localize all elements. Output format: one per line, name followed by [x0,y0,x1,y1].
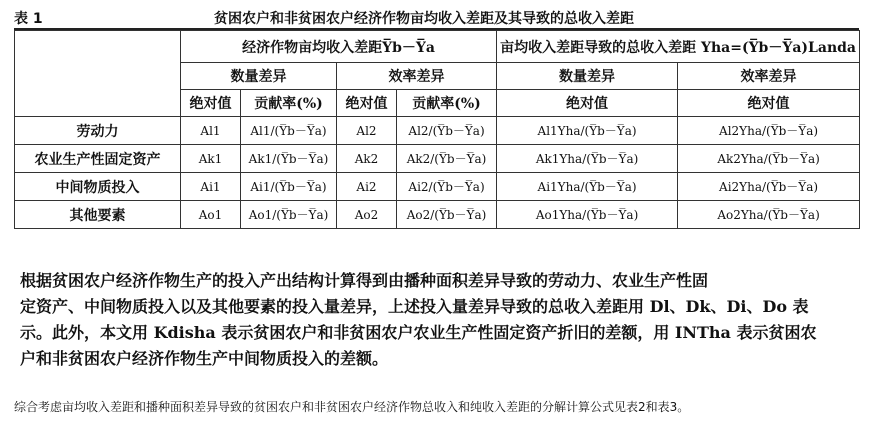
group-header-2: 亩均收入差距导致的总收入差距 Yha=(Y̅b－Y̅a)Landa [497,31,860,63]
cell: Al1/(Y̅b－Y̅a) [241,117,337,145]
cell: Ai2/(Y̅b－Y̅a) [397,173,497,201]
data-table [14,30,860,229]
cell: Al2/(Y̅b－Y̅a) [397,117,497,145]
cell: Ai1 [181,173,241,201]
paragraph-line: 户和非贫困农户经济作物生产中间物质投入的差额。 [20,349,389,368]
cell: Ao2 [337,201,397,229]
col-header: 绝对值 [337,90,397,117]
cell: Ao1Yha/(Y̅b－Y̅a) [497,201,678,229]
row-label: 其他要素 [15,201,181,229]
cell: Ao1/(Y̅b－Y̅a) [241,201,337,229]
sub-header: 效率差异 [337,63,497,90]
cell: Ak2/(Y̅b－Y̅a) [397,145,497,173]
cell: Ak1Yha/(Y̅b－Y̅a) [497,145,678,173]
footnote: 综合考虑亩均收入差距和播种面积差异导致的贫困农户和非贫困农户经济作物总收入和纯收入差距的分解计算公式见表2和表3。 [14,400,690,414]
table-row [15,117,860,145]
group-header-1: 经济作物亩均收入差距Y̅b－Y̅a [181,31,497,63]
paragraph-line: 定资产、中间物质投入以及其他要素的投入量差异，上述投入量差异导致的总收入差距用 Dl、Dk、Di、Do 表 [20,297,809,316]
table-title: 贫困农户和非贫困农户经济作物亩均收入差距及其导致的总收入差距 [214,11,634,27]
cell: Al1 [181,117,241,145]
cell: Ak1/(Y̅b－Y̅a) [241,145,337,173]
col-header: 贡献率(%) [397,90,497,117]
col-header: 绝对值 [678,90,860,117]
table-caption [14,6,859,26]
cell: Ai2 [337,173,397,201]
cell: Ao2/(Y̅b－Y̅a) [397,201,497,229]
sub-header: 数量差异 [181,63,337,90]
row-label: 劳动力 [15,117,181,145]
table-row [15,201,860,229]
row-label: 中间物质投入 [15,173,181,201]
cell: Al1Yha/(Y̅b－Y̅a) [497,117,678,145]
col-header: 绝对值 [497,90,678,117]
cell: Ao1 [181,201,241,229]
cell: Ai2Yha/(Y̅b－Y̅a) [678,173,860,201]
cell: Ai1/(Y̅b－Y̅a) [241,173,337,201]
cell: Ak2Yha/(Y̅b－Y̅a) [678,145,860,173]
cell: Al2 [337,117,397,145]
body-paragraph [20,268,857,372]
cell: Ak1 [181,145,241,173]
row-label: 农业生产性固定资产 [15,145,181,173]
table-label: 表 1 [14,11,43,27]
paragraph-line: 根据贫困农户经济作物生产的投入产出结构计算得到由播种面积差异导致的劳动力、农业生产性固 [20,271,709,290]
cell: Ao2Yha/(Y̅b－Y̅a) [678,201,860,229]
corner-cell [15,31,181,117]
col-header: 贡献率(%) [241,90,337,117]
cell: Al2Yha/(Y̅b－Y̅a) [678,117,860,145]
cell: Ak2 [337,145,397,173]
paragraph-line: 示。此外，本文用 Kdisha 表示贫困农户和非贫困农户农业生产性固定资产折旧的差额，用 INTha 表示贫困农 [20,323,817,342]
header-row-1 [15,31,860,63]
table-row [15,173,860,201]
sub-header: 数量差异 [497,63,678,90]
col-header: 绝对值 [181,90,241,117]
table-row [15,145,860,173]
sub-header: 效率差异 [678,63,860,90]
cell: Ai1Yha/(Y̅b－Y̅a) [497,173,678,201]
